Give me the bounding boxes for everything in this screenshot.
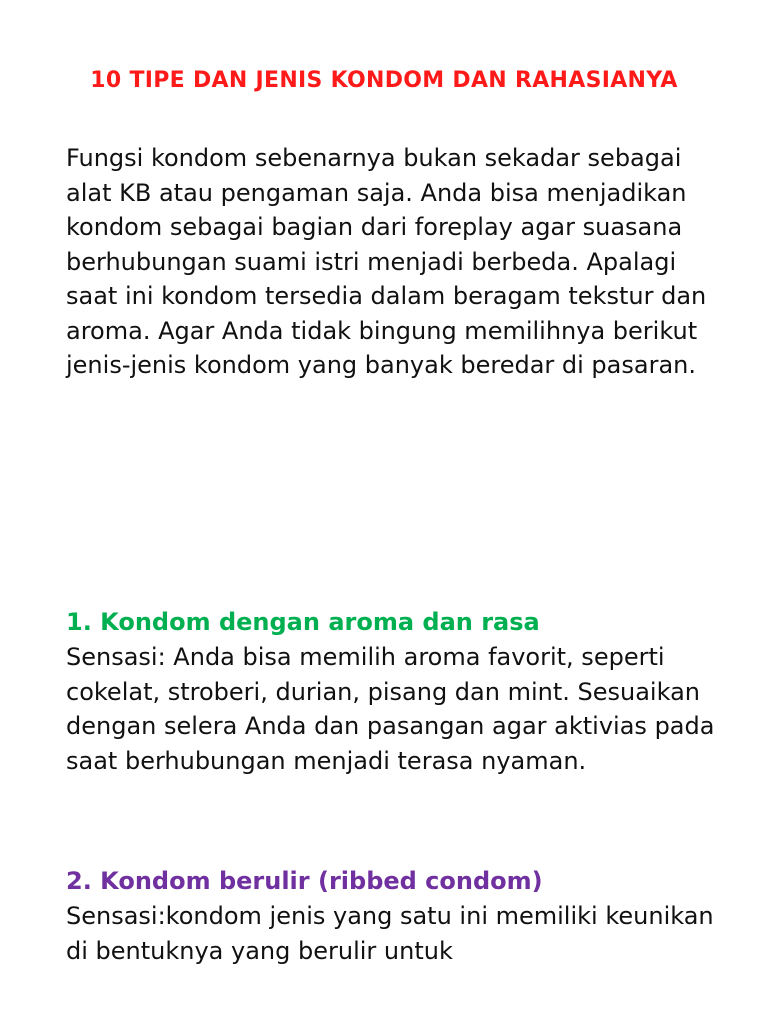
section-1-body: Sensasi: Anda bisa memilih aroma favorit, seperti cokelat, stroberi, durian, pisang dan mint. Sesuaikan dengan selera Anda dan pasangan agar aktivias pada saat berhubungan menjadi terasa nyaman.: [66, 643, 715, 775]
intro-paragraph: Fungsi kondom sebenarnya bukan sekadar sebagai alat KB atau pengaman saja. Anda bisa menjadikan kondom sebagai bagian dari foreplay agar suasana berhubungan suami istri menjadi berbeda. Apalagi saat ini kondom tersedia dalam beragam tekstur dan aroma. Agar Anda tidak bingung memilihnya berikut jenis-jenis kondom yang banyak beredar di pasaran.: [66, 144, 707, 379]
section-2-heading: 2. Kondom berulir (ribbed condom): [66, 867, 543, 895]
section-1-heading: 1. Kondom dengan aroma dan rasa: [66, 608, 540, 636]
document-title: 10 TIPE DAN JENIS KONDOM DAN RAHASIANYA: [90, 68, 678, 93]
section-2-body: Sensasi:kondom jenis yang satu ini memiliki keunikan di bentuknya yang berulir untuk: [66, 902, 714, 965]
